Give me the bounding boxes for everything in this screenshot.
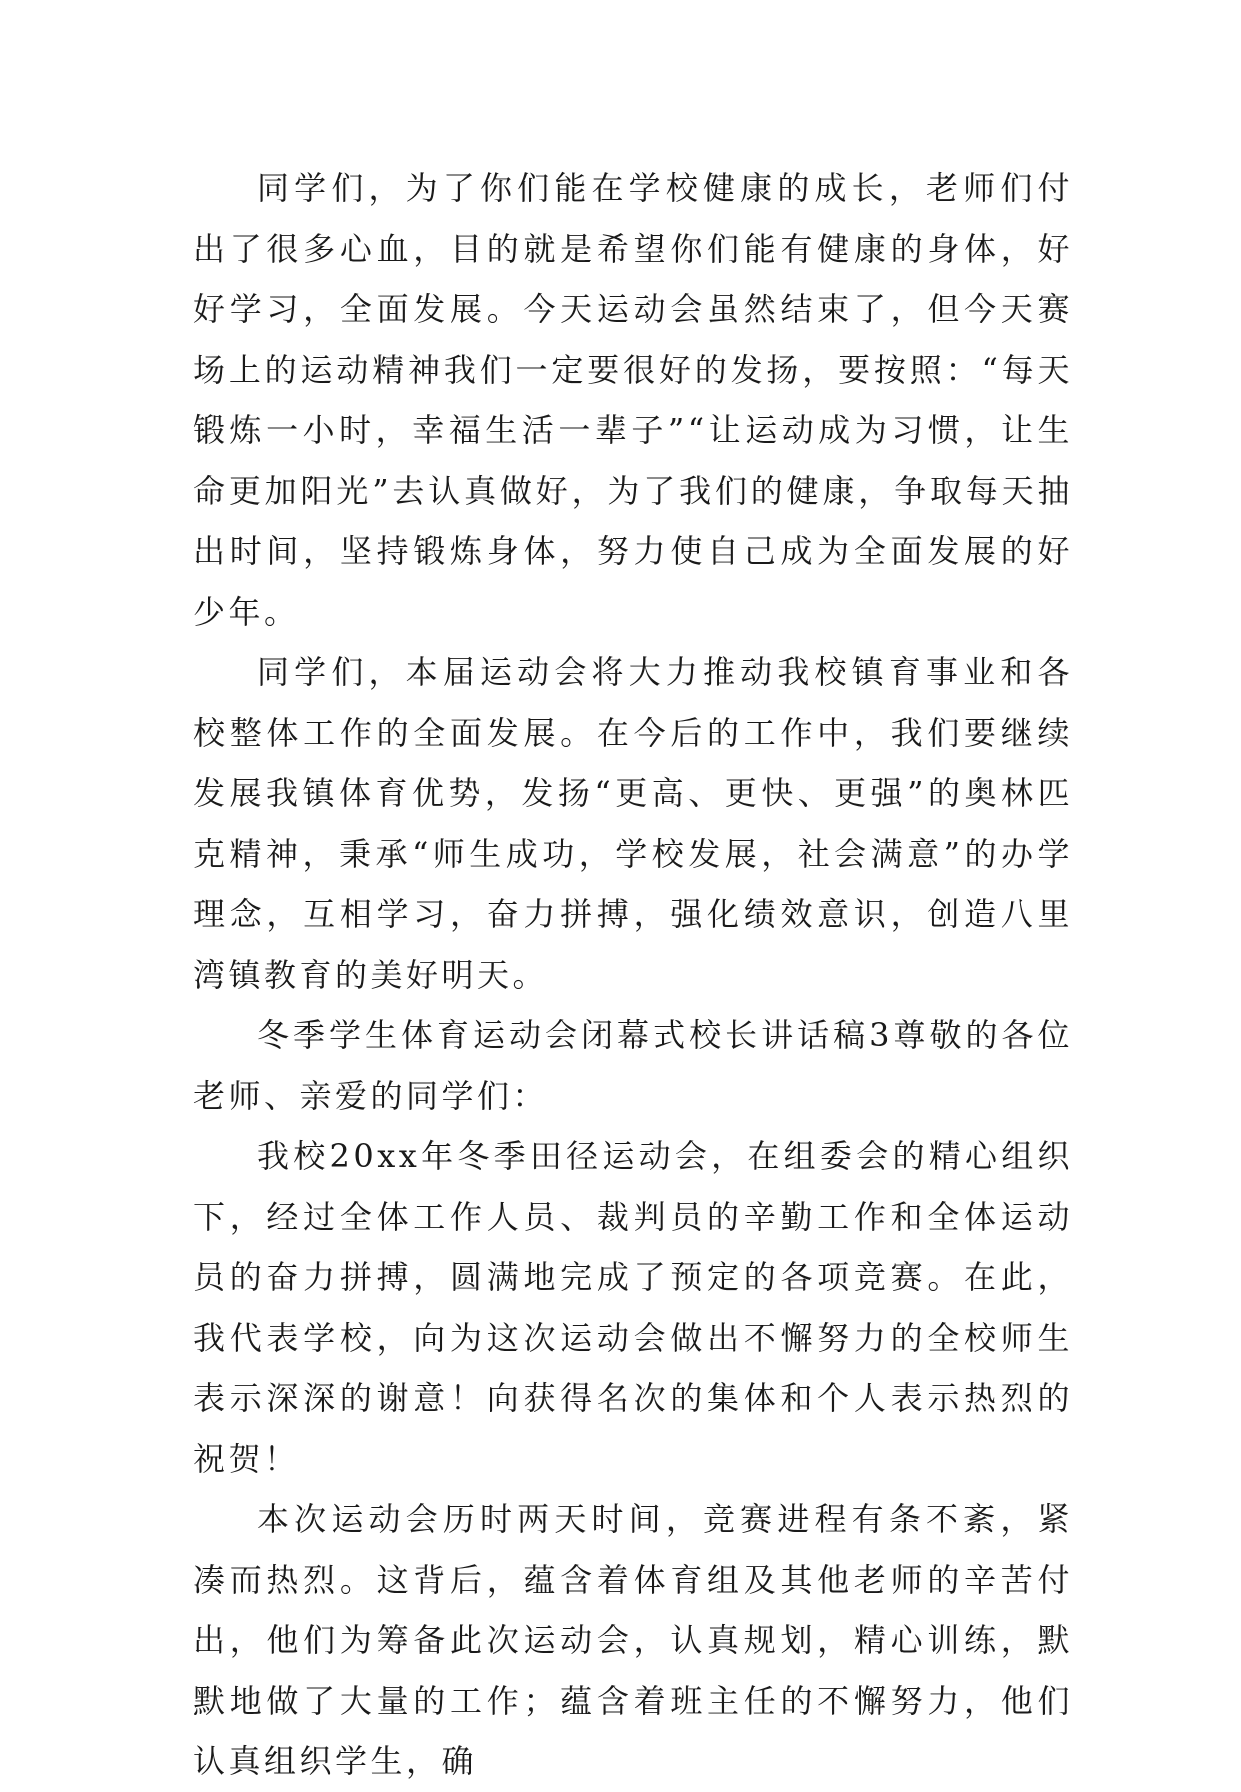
document-body xyxy=(193,158,1073,1792)
paragraph-5: 本次运动会历时两天时间，竞赛进程有条不紊，紧凑而热烈。这背后，蕴含着体育组及其他老师的辛苦付出，他们为筹备此次运动会，认真规划，精心训练，默默地做了大量的工作；蕴含着班主任的不懈努力，他们认真组织学生，确 xyxy=(193,1500,1073,1780)
paragraph-2: 同学们，本届运动会将大力推动我校镇育事业和各校整体工作的全面发展。在今后的工作中，我们要继续发展我镇体育优势，发扬“更高、更快、更强”的奥林匹克精神，秉承“师生成功，学校发展，社会满意”的办学理念，互相学习，奋力拼搏，强化绩效意识，创造八里湾镇教育的美好明天。 xyxy=(193,653,1073,994)
paragraph-1: 同学们，为了你们能在学校健康的成长，老师们付出了很多心血，目的就是希望你们能有健康的身体，好好学习，全面发展。今天运动会虽然结束了，但今天赛场上的运动精神我们一定要很好的发扬，要按照：“每天锻炼一小时，幸福生活一辈子”“让运动成为习惯，让生命更加阳光”去认真做好，为了我们的健康，争取每天抽出时间，坚持锻炼身体，努力使自己成为全面发展的好少年。 xyxy=(193,169,1073,631)
paragraph-3: 冬季学生体育运动会闭幕式校长讲话稿3尊敬的各位老师、亲爱的同学们： xyxy=(193,1016,1073,1115)
paragraph-4: 我校20xx年冬季田径运动会，在组委会的精心组织下，经过全体工作人员、裁判员的辛勤工作和全体运动员的奋力拼搏，圆满地完成了预定的各项竞赛。在此，我代表学校，向为这次运动会做出不懈努力的全校师生表示深深的谢意！向获得名次的集体和个人表示热烈的祝贺！ xyxy=(193,1137,1073,1478)
